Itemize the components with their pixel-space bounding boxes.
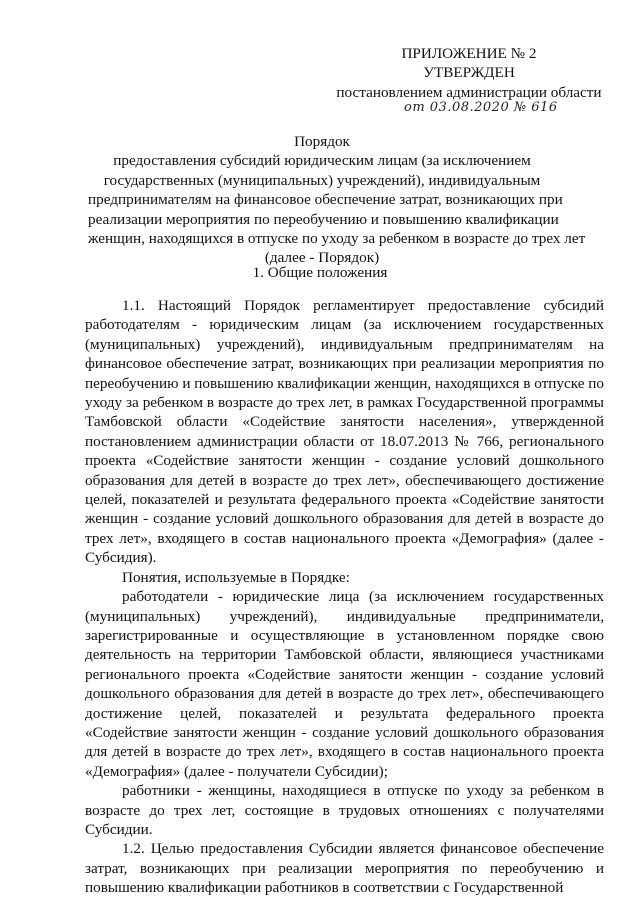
handwritten-date: от 03.08.2020 № 616 [404, 100, 558, 116]
resolution-label: постановлением администрации области [336, 83, 602, 101]
title-line: (далее - Порядок) [264, 249, 380, 267]
section-title: 1. Общие положения [252, 264, 388, 281]
approval-header [334, 44, 604, 116]
document-body [85, 296, 604, 898]
title-line: предпринимателям на финансовое обеспечение затрат, возникающих при [88, 191, 563, 209]
paragraph-1-2: 1.2. Целью предоставления Субсидии является финансовое обеспечение затрат, возникающих при реализации мероприятия по переобучению и повышению квалификации работников в соответствии с Государственной [85, 840, 604, 897]
paragraph-1-1: 1.1. Настоящий Порядок регламентирует предоставление субсидий работодателям - юридическим лицам (за исключением государственных (муниципальных) учреждений), индивидуальным предпринимателям на финансовое обеспечение затрат, возникающих при реализации мероприятия по переобучению и повышению квалификации женщин, находящихся в отпуске по уходу за ребенком в возрасте до трех лет, в рамках Государственной программы Тамбовской области «Содействие занятости населения», утвержденной постановлением администрации области от 18.07.2013 № 766, регионального проекта «Содействие занятости женщин - создание условий дошкольного образования для детей в возрасте до трех лет», обеспечивающего достижение целей, показателей и результата федерального проекта «Содействие занятости женщин - создание условий дошкольного образования для детей в возрасте до трех лет», входящего в состав национального проекта «Демография» (далее - Субсидия). [85, 297, 604, 567]
title-line: государственных (муниципальных) учреждений), индивидуальным [103, 171, 541, 189]
title-line: реализации мероприятия по переобучению и повышению квалификации [88, 210, 559, 228]
document-title-block [88, 132, 586, 268]
approved-label: УТВЕРЖДЕН [423, 64, 515, 82]
appendix-label: ПРИЛОЖЕНИЕ № 2 [401, 45, 537, 62]
paragraph-terms-intro: Понятия, используемые в Порядке: [122, 568, 350, 586]
document-heading: Порядок [294, 133, 350, 150]
paragraph-term-employers: работодатели - юридические лица (за исключением государственных (муниципальных) учреждений), индивидуальные предприниматели, зарегистрированные и осуществляющие в установленном порядке свою деятельность на территории Тамбовской области, являющиеся участниками регионального проекта «Содействие занятости женщин - создание условий дошкольного образования для детей в возрасте до трех лет», обеспечивающего достижение целей, показателей и результата федерального проекта «Содействие занятости женщин - создание условий дошкольного образования для детей в возрасте до трех лет», входящего в состав национального проекта «Демография» (далее - получатели Субсидии); [85, 588, 604, 780]
title-line: женщин, находящихся в отпуске по уходу за ребенком в возрасте до трех лет [88, 230, 586, 248]
paragraph-term-employees: работники - женщины, находящиеся в отпуске по уходу за ребенком в возрасте до трех лет, состоящие в трудовых отношениях с получателями Субсидии. [85, 782, 604, 838]
title-line: предоставления субсидий юридическим лицам (за исключением [113, 152, 531, 170]
